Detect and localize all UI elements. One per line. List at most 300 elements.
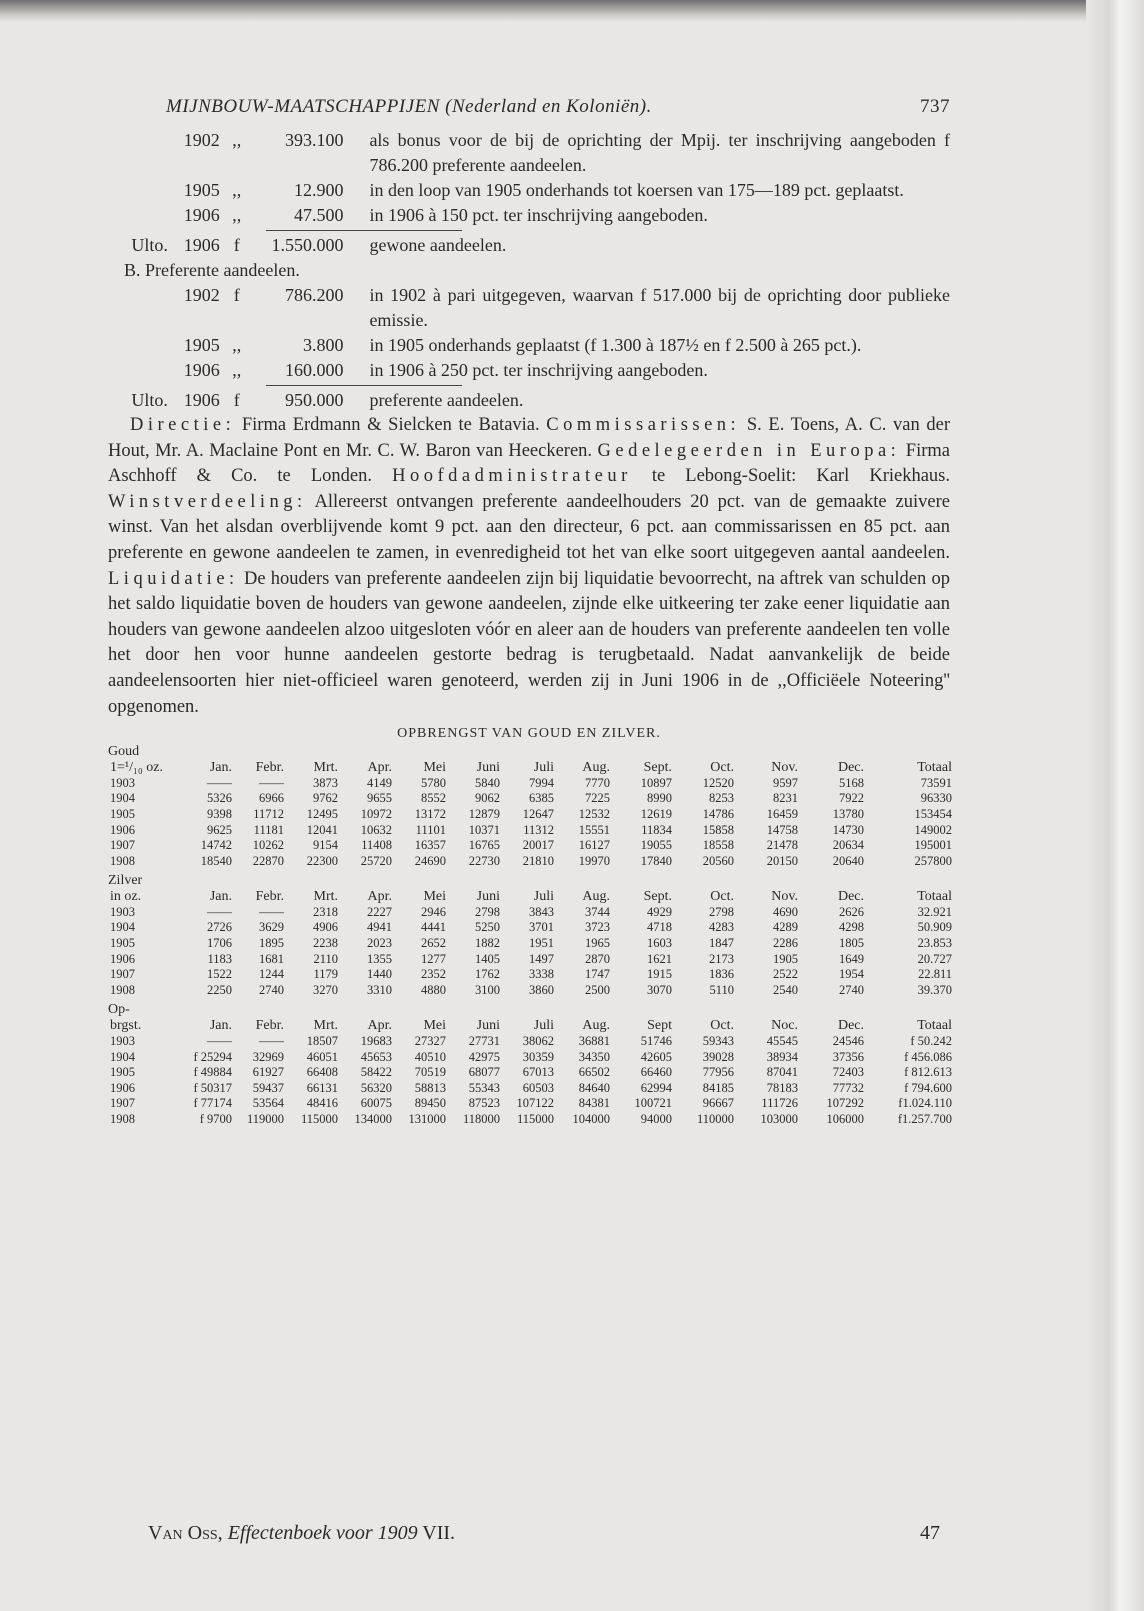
table-cell: 10972 [360,806,392,821]
page-number: 737 [920,96,950,117]
table-cell: 134000 [354,1112,392,1126]
issue-amount: 160.000 [284,360,344,380]
table-cell: 2110 [313,951,338,966]
page-footer [148,1522,940,1545]
table-cell: 9398 [207,806,232,821]
table-cell: 4149 [367,775,392,790]
table-row [108,823,954,839]
table-cell: 9655 [367,791,392,806]
table-cell: f1.024.110 [898,1096,952,1111]
ultimo-label: Ulto. [131,235,168,255]
table-unit-label: 1=¹/₁₀ oz. [110,760,163,776]
issue-description: in 1902 à pari uitgegeven, waarvan f 517.000 bij de oprichting door publieke emissie. [369,285,950,330]
table-cell: 2798 [475,904,500,919]
table-cell: 67013 [522,1065,554,1080]
table-cell: 24546 [832,1034,864,1049]
issue-amount: 393.100 [284,130,344,150]
table-cell: 3843 [529,904,554,919]
table-cell: 1649 [839,951,864,966]
issue-ditto: ,, [232,130,242,150]
table-cell: 66408 [306,1065,338,1080]
table-cell: 10262 [252,838,284,853]
table-cell: 89450 [414,1096,446,1111]
issue-ditto: ,, [232,360,242,380]
table-cell: 6385 [529,791,554,806]
table-cell: 15858 [702,822,734,837]
table-cell: 111726 [761,1096,798,1111]
table-cell: 59437 [252,1080,284,1095]
table-cell: f 50317 [193,1080,232,1095]
issue-description: in 1906 à 150 pct. ter inschrijving aangeboden. [369,205,708,225]
table-cell: 12495 [306,806,338,821]
table-cell: 11101 [415,822,446,837]
ultimo-label: Ulto. [131,390,168,410]
table-cell: 1497 [529,951,554,966]
commissarissen-label: Commissarissen: [546,415,741,435]
table-header-row [108,760,954,776]
table-cell: 87523 [468,1096,500,1111]
table-cell: 103000 [760,1112,798,1126]
table-cell: 8231 [773,791,798,806]
liquidatie-label: Liquidatie: [108,568,239,589]
section-b-heading: B. Preferente aandeelen. [124,260,300,280]
table-cell: 8253 [709,791,734,806]
column-header: Juli [533,760,554,776]
row-year: 1903 [110,904,135,919]
table-cell: 2798 [709,904,734,919]
issue-row [108,128,950,178]
table-cell: 1954 [839,967,864,982]
table-row [108,1081,954,1097]
table-cell: 24690 [414,853,446,868]
table-cell: 12647 [522,806,554,821]
ultimo-year: 1906 [183,235,220,255]
table-cell: 66460 [640,1065,672,1080]
table-row [108,1112,954,1128]
ultimo-ordinary-row [108,233,950,258]
sum-rule [266,230,462,231]
table-cell: 2870 [585,951,610,966]
table-cell: 16765 [468,838,500,853]
table-cell: 11712 [253,806,284,821]
table-cell: 2540 [773,982,798,997]
footer-author: Van Oss, [148,1522,223,1544]
row-year: 1908 [110,853,135,868]
table-cell: 34350 [578,1049,610,1064]
row-year: 1903 [110,1034,135,1049]
column-header: Dec. [837,1018,864,1034]
table-cell: 2023 [367,936,392,951]
table-cell: 51746 [640,1034,672,1049]
table-cell: 42975 [468,1049,500,1064]
table-cell: 2318 [313,904,338,919]
table-cell: 14786 [702,806,734,821]
production-table-block [108,1002,950,1127]
column-header: Juli [533,1018,554,1034]
production-table [108,889,954,998]
table-cell: 1951 [529,936,554,951]
table-cell: 1805 [839,936,864,951]
table-cell: 70519 [414,1065,446,1080]
company-details-paragraph [108,413,950,720]
table-cell: 1747 [585,967,610,982]
column-header: Febr. [255,760,284,776]
column-header: Mrt. [313,889,338,905]
table-row [108,1034,954,1050]
table-cell: 59343 [702,1034,734,1049]
table-cell: 22870 [252,853,284,868]
table-cell: —— [207,1034,232,1049]
directie-label: Directie: [130,415,236,435]
table-cell: f 25294 [193,1049,232,1064]
table-cell: 10371 [468,822,500,837]
table-cell: 18558 [702,838,734,853]
table-cell: 1355 [367,951,392,966]
table-cell: 68077 [468,1065,500,1080]
table-cell: 19683 [360,1034,392,1049]
table-cell: 12879 [468,806,500,821]
scan-book-edge [1086,0,1144,1611]
ultimo-preferred-row [108,388,950,413]
table-cell: 2726 [207,920,232,935]
table-cell: 1277 [421,951,446,966]
table-cell: 1621 [647,951,672,966]
table-cell: 1762 [475,967,500,982]
issue-ditto: ,, [232,205,242,225]
table-row [108,1050,954,1066]
production-table-block [108,744,950,869]
table-row [108,967,954,983]
issue-row [108,333,950,358]
row-year: 1905 [110,936,135,951]
table-cell: 78183 [766,1080,798,1095]
column-header: Apr. [367,889,392,905]
table-cell: 21810 [522,853,554,868]
issue-amount: 47.500 [293,205,344,225]
table-cell: 195001 [914,838,952,853]
issue-year: 1906 [183,205,220,225]
issue-row [108,203,950,228]
table-cell: 3744 [585,904,610,919]
table-header-row [108,1018,954,1034]
table-cell: 7922 [839,791,864,806]
table-cell: 7770 [585,775,610,790]
currency-mark: f [233,235,240,255]
table-cell: 4906 [313,920,338,935]
column-header: Febr. [255,889,284,905]
table-cell: 4718 [647,920,672,935]
table-cell: 16459 [766,806,798,821]
row-year: 1907 [110,838,135,853]
table-cell: 1183 [207,951,232,966]
table-cell: 2522 [773,967,798,982]
table-cell: 115000 [516,1112,554,1126]
column-header: Febr. [255,1018,284,1034]
table-cell: 84185 [702,1080,734,1095]
column-header: Juni [476,1018,500,1034]
row-year: 1905 [110,1065,135,1080]
production-table-block [108,873,950,998]
table-row [108,920,954,936]
column-header: Nov. [771,760,798,776]
table-cell: 1882 [475,936,500,951]
table-cell: 115000 [300,1112,338,1126]
row-year: 1906 [110,1080,135,1095]
table-cell: 23.853 [917,936,952,951]
table-cell: 2740 [839,982,864,997]
issue-year: 1906 [183,360,220,380]
column-header: Mei [423,889,446,905]
table-cell: 22730 [468,853,500,868]
commissarissen-text: S. E. Toens, A. C. van der Hout, Mr. A. Maclaine Pont en Mr. C. W. Baron van Heeckeren. [108,415,950,461]
table-cell: 96667 [702,1096,734,1111]
table-cell: 66502 [578,1065,610,1080]
table-row [108,838,954,854]
table-cell: 1603 [647,936,672,951]
table-cell: 2286 [773,936,798,951]
table-cell: 27731 [468,1034,500,1049]
table-cell: 107122 [516,1096,554,1111]
column-header: Aug. [582,1018,610,1034]
table-cell: 77956 [702,1065,734,1080]
production-tables [108,744,950,1127]
table-cell: 53564 [252,1096,284,1111]
table-cell: 4289 [773,920,798,935]
column-header: Mei [423,1018,446,1034]
column-header: Mei [423,760,446,776]
table-cell: 3070 [647,982,672,997]
table-cell: 2173 [709,951,734,966]
table-cell: 153454 [914,806,952,821]
table-cell: 2652 [421,936,446,951]
table-cell: —— [259,904,284,919]
table-label: Zilver [108,873,143,889]
table-cell: 25720 [360,853,392,868]
table-cell: 11312 [523,822,554,837]
table-cell: 2352 [421,967,446,982]
table-cell: 73591 [920,775,952,790]
row-year: 1904 [110,791,135,806]
table-cell: 4690 [773,904,798,919]
column-header: Juni [476,760,500,776]
row-year: 1907 [110,1096,135,1111]
table-cell: 4929 [647,904,672,919]
table-cell: 66131 [306,1080,338,1095]
table-cell: 2740 [259,982,284,997]
table-cell: 3338 [529,967,554,982]
table-cell: 20.727 [917,951,952,966]
table-cell: 12532 [578,806,610,821]
table-cell: f 49884 [193,1065,232,1080]
table-cell: 2227 [367,904,392,919]
issue-ditto: ,, [232,180,242,200]
table-cell: 42605 [640,1049,672,1064]
column-header: Jan. [209,1018,232,1034]
table-cell: 3629 [259,920,284,935]
table-cell: 18507 [306,1034,338,1049]
issue-ditto: ,, [232,335,242,355]
table-cell: 40510 [414,1049,446,1064]
ordinary-issues [108,128,950,228]
table-cell: f 77174 [193,1096,232,1111]
running-head [166,96,950,118]
table-cell: 21478 [766,838,798,853]
ultimo-description: preferente aandeelen. [369,390,524,410]
table-cell: 2250 [207,982,232,997]
table-cell: 5780 [421,775,446,790]
table-cell: 3701 [529,920,554,935]
table-cell: 20150 [766,853,798,868]
table-cell: 1244 [259,967,284,982]
table-label: Op- [108,1002,130,1018]
table-cell: 77732 [832,1080,864,1095]
gedelegeerden-label: Gedelegeerden in Europa: [597,440,901,461]
column-header: Apr. [367,1018,392,1034]
table-row [108,791,954,807]
issue-ditto: f [233,285,240,305]
table-cell: 10632 [360,822,392,837]
table-cell: 3873 [313,775,338,790]
row-year: 1904 [110,1049,135,1064]
table-cell: 106000 [826,1112,864,1126]
table-cell: 60503 [522,1080,554,1095]
table-row [108,1096,954,1112]
table-cell: 2238 [313,936,338,951]
table-cell: 39.370 [917,982,952,997]
table-cell: 8552 [421,791,446,806]
table-cell: 30359 [522,1049,554,1064]
table-cell: 48416 [306,1096,338,1111]
table-cell: 257800 [914,853,952,868]
table-cell: 3310 [367,982,392,997]
table-cell: 17840 [640,853,672,868]
table-cell: 18540 [200,853,232,868]
table-cell: 110000 [696,1112,734,1126]
document-page [108,96,950,1132]
column-header: Totaal [917,760,952,776]
table-cell: 1706 [207,936,232,951]
row-year: 1903 [110,775,135,790]
footer-sheet-number: 47 [920,1522,940,1544]
running-head-title: MIJNBOUW-MAATSCHAPPIJEN (Nederland en Koloniën). [166,96,652,117]
table-cell: 5168 [839,775,864,790]
currency-mark: f [233,390,240,410]
table-cell: 1522 [207,967,232,982]
table-cell: 46051 [306,1049,338,1064]
table-cell: 22300 [306,853,338,868]
table-cell: 27327 [414,1034,446,1049]
table-cell: 9597 [773,775,798,790]
gedelegeerden-text: Firma Aschhoff & Co. te Londen. [108,440,950,487]
table-cell: 37356 [832,1049,864,1064]
table-row [108,905,954,921]
table-cell: 4298 [839,920,864,935]
table-row [108,776,954,792]
table-cell: 1847 [709,936,734,951]
table-unit-label: brgst. [110,1018,142,1034]
row-year: 1908 [110,982,135,997]
table-cell: 22.811 [918,967,952,982]
table-cell: 4283 [709,920,734,935]
table-cell: 60075 [360,1096,392,1111]
issue-year: 1905 [183,180,220,200]
table-cell: 38934 [766,1049,798,1064]
table-cell: 56320 [360,1080,392,1095]
share-history [108,128,950,413]
column-header: Dec. [837,889,864,905]
table-cell: 84381 [578,1096,610,1111]
issue-amount: 12.900 [293,180,344,200]
table-cell: 11408 [361,838,392,853]
table-cell: 12041 [306,822,338,837]
table-cell: 11834 [641,822,672,837]
row-year: 1904 [110,920,135,935]
table-row [108,1065,954,1081]
table-cell: 38062 [522,1034,554,1049]
table-cell: 3860 [529,982,554,997]
table-cell: 4441 [421,920,446,935]
table-cell: 14742 [200,838,232,853]
table-cell: 12619 [640,806,672,821]
table-cell: 10897 [640,775,672,790]
table-cell: 13172 [414,806,446,821]
scan-shadow-top [0,0,1144,22]
table-cell: 20560 [702,853,734,868]
column-header: Oct. [710,760,734,776]
table-cell: 2500 [585,982,610,997]
column-header: Apr. [367,760,392,776]
column-header: Aug. [582,760,610,776]
table-cell: f1.257.700 [897,1112,952,1126]
table-cell: 2626 [839,904,864,919]
table-cell: 149002 [914,822,952,837]
issue-description: in den loop van 1905 onderhands tot koersen van 175—189 pct. geplaatst. [369,180,904,200]
issue-row [108,358,950,383]
column-header: Jan. [209,889,232,905]
column-header: Nov. [771,889,798,905]
winstverdeeling-label: Winstverdeeling: [108,491,307,512]
ultimo-description: gewone aandeelen. [369,235,507,255]
table-cell: 12520 [702,775,734,790]
table-cell: 7225 [585,791,610,806]
table-unit-label: in oz. [110,889,142,905]
sum-rule [266,385,462,386]
table-cell: 11181 [253,822,284,837]
issue-description: in 1905 onderhands geplaatst (f 1.300 à 187½ en f 2.500 à 265 pct.). [369,335,862,355]
table-title: OPBRENGST VAN GOUD EN ZILVER. [397,726,661,742]
column-header: Totaal [917,889,952,905]
footer-volume: VII. [422,1522,456,1544]
table-cell: 20017 [522,838,554,853]
issue-description: in 1906 à 250 pct. ter inschrijving aangeboden. [369,360,708,380]
table-cell: —— [259,1034,284,1049]
table-row [108,952,954,968]
table-cell: f 456.086 [904,1049,952,1064]
table-cell: 58422 [360,1065,392,1080]
table-cell: 8990 [647,791,672,806]
table-cell: 9762 [313,791,338,806]
table-cell: 6966 [259,791,284,806]
table-cell: 45545 [766,1034,798,1049]
table-cell: 9625 [207,822,232,837]
table-row [108,936,954,952]
column-header: Sept [647,1018,672,1034]
table-cell: 87041 [766,1065,798,1080]
table-cell: 5326 [207,791,232,806]
ultimo-amount: 950.000 [284,390,344,410]
table-cell: 1905 [773,951,798,966]
winstverdeeling-text: Allereerst ontvangen preferente aandeelhouders 20 pct. van de gemaakte zuivere winst. Van het alsdan overblijvende komt 9 pct. aan den directeur, 6 pct. aan commissarissen en 85 pct. aan preferente en gewone aandeelen te zamen, in evenredigheid tot het van elke soort uitgegeven aantal aandeelen. [108,491,950,563]
